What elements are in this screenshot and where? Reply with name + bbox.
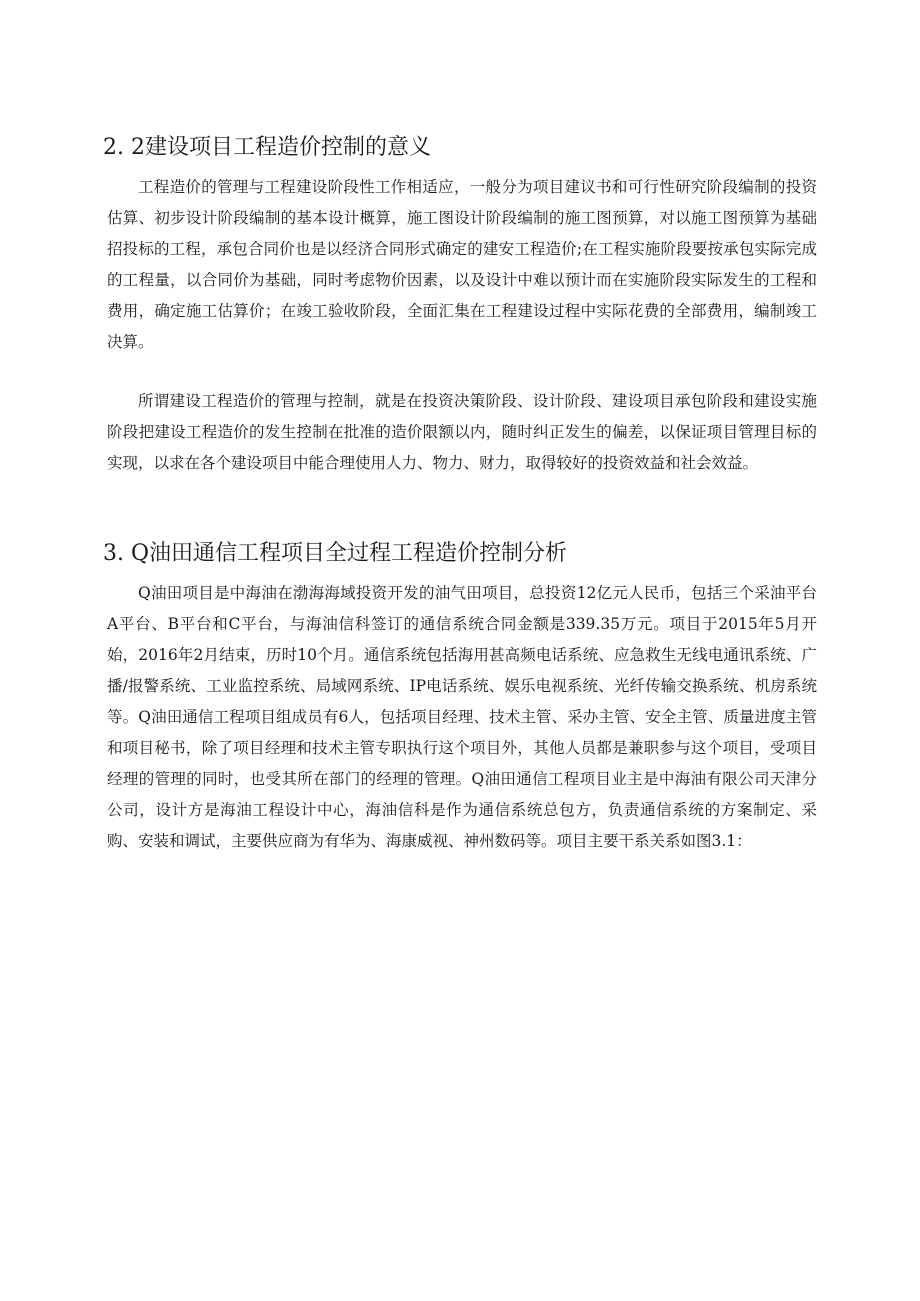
- paragraph-q-oilfield-project: Q油田项目是中海油在渤海海域投资开发的油气田项目，总投资12亿元人民币，包括三个采油平台A平台、B平台和C平台，与海油信科签订的通信系统合同金额是339.35万元。项目于2015年5月开始，2016年2月结束，历时10个月。通信系统包括海用甚高频电话系统、应急救生无线电通讯系统、广播/报警系统、工业监控系统、局域网系统、IP电话系统、娱乐电视系统、光纤传输交换系统、机房系统等。Q油田通信工程项目组成员有6人，包括项目经理、技术主管、采办主管、安全主管、质量进度主管和项目秘书，除了项目经理和技术主管专职执行这个项目外，其他人员都是兼职参与这个项目，受项目经理的管理的同时，也受其所在部门的经理的管理。Q油田通信工程项目业主是中海油有限公司天津分公司，设计方是海油工程设计中心，海油信科是作为通信系统总包方，负责通信系统的方案制定、采购、安装和调试，主要供应商为有华为、海康威视、神州数码等。项目主要干系关系如图3.1：: [107, 584, 817, 850]
- paragraph-cost-control-definition: 所谓建设工程造价的管理与控制，就是在投资决策阶段、设计阶段、建设项目承包阶段和建设实施阶段把建设工程造价的发生控制在批准的造价限额以内，随时纠正发生的偏差，以保证项目管理目标的实现，以求在各个建设项目中能合理使用人力、物力、财力，取得较好的投资效益和社会效益。: [107, 392, 817, 472]
- paragraph-cost-management-stages: 工程造价的管理与工程建设阶段性工作相适应，一般分为项目建议书和可行性研究阶段编制的投资估算、初步设计阶段编制的基本设计概算，施工图设计阶段编制的施工图预算，对以施工图预算为基础招投标的工程，承包合同价也是以经济合同形式确定的建安工程造价;在工程实施阶段要按承包实际完成的工程量，以合同价为基础，同时考虑物价因素，以及设计中难以预计而在实施阶段实际发生的工程和费用，确定施工估算价；在竣工验收阶段，全面汇集在工程建设过程中实际花费的全部费用，编制竣工决算。: [107, 178, 817, 351]
- section-heading-2-2: 2. 2建设项目工程造价控制的意义: [103, 135, 431, 160]
- section-heading-3: 3. Q油田通信工程项目全过程工程造价控制分析: [103, 541, 568, 566]
